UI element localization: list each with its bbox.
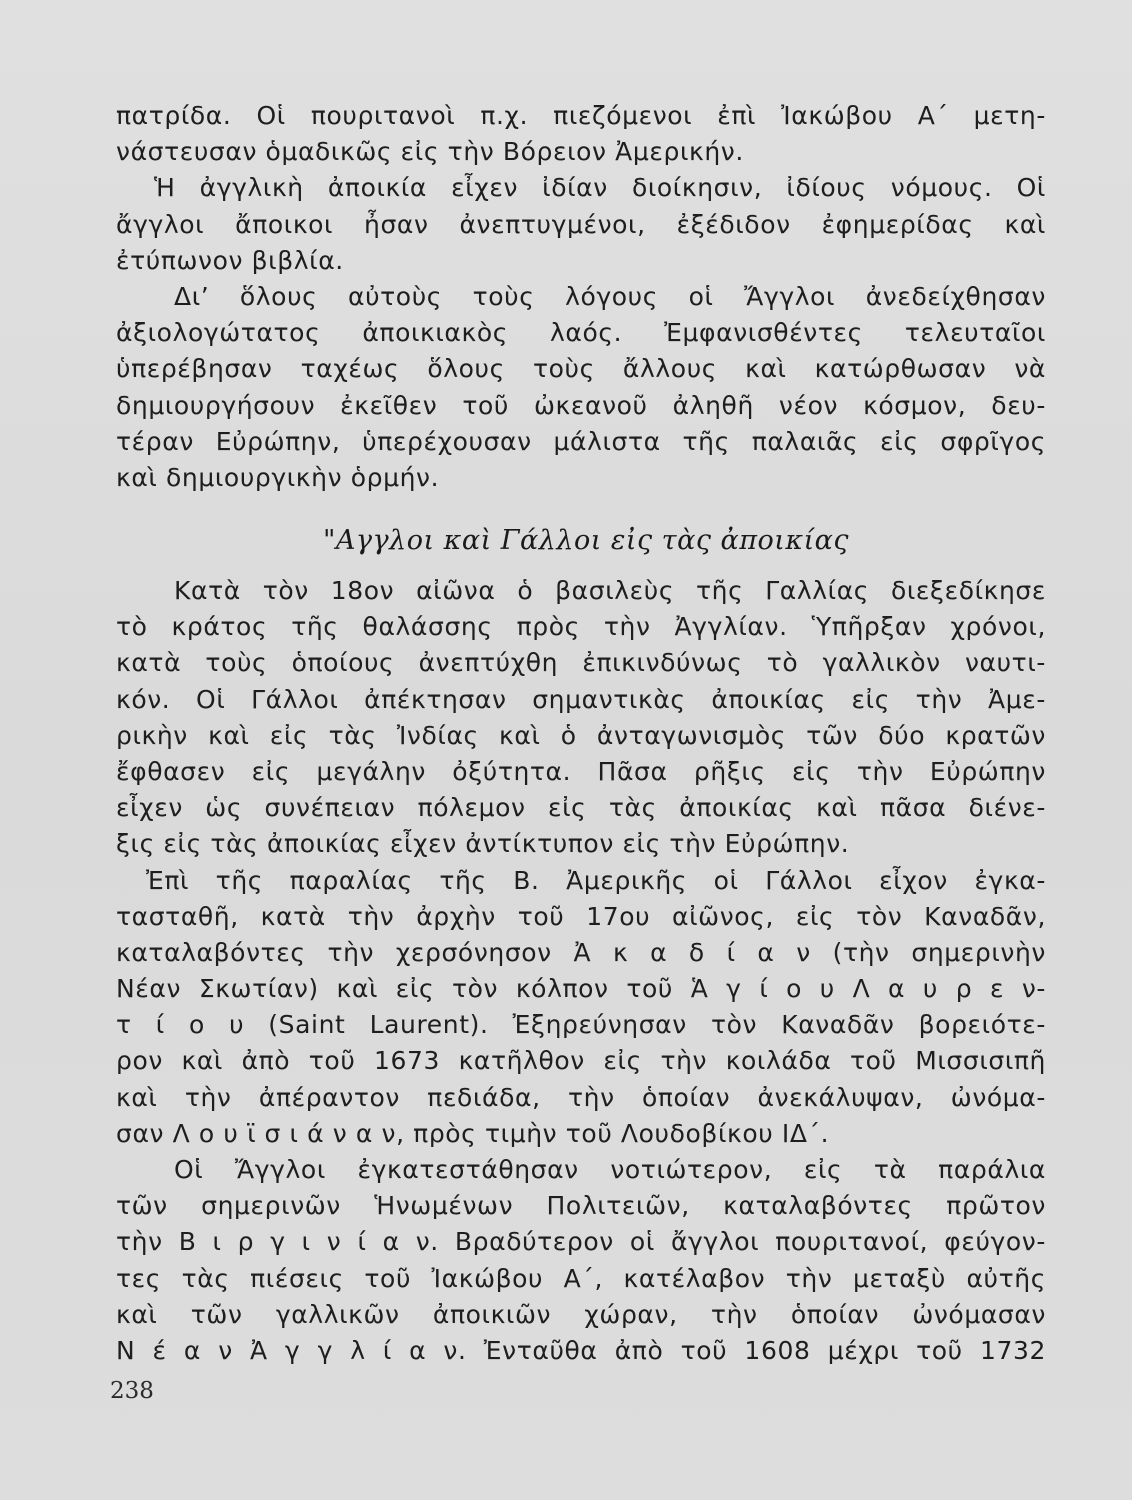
text-line: καταλαβόντες τὴν χερσόνησον Ἀ κ α δ ί α ν (τὴν σημερινὴν bbox=[116, 937, 1046, 967]
text-line: δημιουργήσουν ἐκεῖθεν τοῦ ὠκεανοῦ ἀληθῆ νέον κόσμον, δευ- bbox=[116, 390, 1046, 420]
text-line: τὴν Β ι ρ γ ι ν ί α ν. Βραδύτερον οἱ ἄγγλοι πουριτανοί, φεύγον- bbox=[116, 1227, 1046, 1257]
text-line: καὶ τῶν γαλλικῶν ἀποικιῶν χώραν, τὴν ὁποίαν ὠνόμασαν bbox=[116, 1299, 1046, 1329]
text-line: Ἡ ἀγγλικὴ ἀποικία εἶχεν ἰδίαν διοίκησιν, ἰδίους νόμους. Οἱ bbox=[154, 173, 1046, 203]
text-line: πατρίδα. Οἱ πουριτανοὶ π.χ. πιεζόμενοι ἐπὶ Ἰακώβου Α΄ μετη- bbox=[116, 101, 1046, 130]
text-line: ρον καὶ ἀπὸ τοῦ 1673 κατῆλθον εἰς τὴν κοιλάδα τοῦ Μισσισιπῆ bbox=[116, 1046, 1046, 1076]
text-line: ξις εἰς τὰς ἀποικίας εἶχεν ἀντίκτυπον εἰς τὴν Εὐρώπην. bbox=[116, 829, 850, 859]
page-number: 238 bbox=[110, 1378, 154, 1404]
text-line: νάστευσαν ὁμαδικῶς εἰς τὴν Βόρειον Ἀμερικήν. bbox=[116, 137, 744, 167]
text-line: Δι’ ὅλους αὐτοὺς τοὺς λόγους οἱ Ἄγγλοι ἀνεδείχθησαν bbox=[174, 281, 1046, 311]
text-line: τ ί ο υ (Saint Laurent). Ἐξηρεύνησαν τὸν Καναδᾶν βορειότε- bbox=[116, 1010, 1046, 1040]
text-line: καὶ τὴν ἀπέραντον πεδιάδα, τὴν ὁποίαν ἀνεκάλυψαν, ὠνόμα- bbox=[116, 1082, 1046, 1112]
text-line: ἔφθασεν εἰς μεγάλην ὀξύτητα. Πᾶσα ρῆξις εἰς τὴν Εὐρώπην bbox=[116, 756, 1046, 786]
text-line: σαν Λ ο υ ϊ σ ι ά ν α ν, πρὸς τιμὴν τοῦ Λουδοβίκου ΙΔ΄. bbox=[116, 1118, 830, 1148]
text-line: τέραν Εὐρώπην, ὑπερέχουσαν μάλιστα τῆς παλαιᾶς εἰς σφρῖγος bbox=[116, 426, 1046, 456]
text-line: ἀξιολογώτατος ἀποικιακὸς λαός. Ἐμφανισθέντες τελευταῖοι bbox=[116, 318, 1046, 348]
text-line: Οἱ Ἄγγλοι ἐγκατεστάθησαν νοτιώτερον, εἰς τὰ παράλια bbox=[174, 1155, 1046, 1184]
text-line: κόν. Οἱ Γάλλοι ἀπέκτησαν σημαντικὰς ἀποικίας εἰς τὴν Ἀμε- bbox=[116, 684, 1046, 714]
text-line: ὑπερέβησαν ταχέως ὅλους τοὺς ἄλλους καὶ κατώρθωσαν νὰ bbox=[116, 354, 1046, 384]
text-line: ἐτύπωνον βιβλία. bbox=[116, 245, 344, 275]
text-line: ρικὴν καὶ εἰς τὰς Ἰνδίας καὶ ὁ ἀνταγωνισμὸς τῶν δύο κρατῶν bbox=[116, 720, 1046, 750]
text-line: εἶχεν ὡς συνέπειαν πόλεμον εἰς τὰς ἀποικίας καὶ πᾶσα διένε- bbox=[116, 793, 1046, 823]
text-line: καὶ δημιουργικὴν ὁρμήν. bbox=[116, 462, 440, 492]
text-line: ἄγγλοι ἄποικοι ἦσαν ἀνεπτυγμένοι, ἐξέδιδον ἐφημερίδας καὶ bbox=[116, 209, 1046, 239]
text-line: Ἐπὶ τῆς παραλίας τῆς Β. Ἀμερικῆς οἱ Γάλλοι εἶχον ἐγκα- bbox=[146, 865, 1046, 895]
text-line: κατὰ τοὺς ὁποίους ἀνεπτύχθη ἐπικινδύνως τὸ γαλλικὸν ναυτι- bbox=[116, 648, 1046, 678]
text-line: τὸ κράτος τῆς θαλάσσης πρὸς τὴν Ἀγγλίαν. Ὑπῆρξαν χρόνοι, bbox=[116, 612, 1046, 642]
text-line: Νέαν Σκωτίαν) καὶ εἰς τὸν κόλπον τοῦ Ἁ γ ί ο υ Λ α υ ρ ε ν- bbox=[116, 974, 1046, 1004]
paragraph-block-bottom bbox=[116, 573, 1046, 1369]
section-heading: "Αγγλοι καὶ Γάλλοι εἰς τὰς ἀποικίας bbox=[322, 525, 850, 556]
text-line: τασταθῆ, κατὰ τὴν ἀρχὴν τοῦ 17ου αἰῶνος, εἰς τὸν Καναδᾶν, bbox=[116, 901, 1046, 931]
text-line: τες τὰς πιέσεις τοῦ Ἰακώβου Α΄, κατέλαβον τὴν μεταξὺ αὐτῆς bbox=[116, 1263, 1046, 1293]
paragraph-block-top bbox=[116, 98, 1046, 496]
text-line: Ν έ α ν Ἀ γ γ λ ί α ν. Ἐνταῦθα ἀπὸ τοῦ 1608 μέχρι τοῦ 1732 bbox=[116, 1335, 1046, 1365]
text-line: Κατὰ τὸν 18ον αἰῶνα ὁ βασιλεὺς τῆς Γαλλίας διεξεδίκησε bbox=[174, 576, 1046, 605]
text-line: τῶν σημερινῶν Ἡνωμένων Πολιτειῶν, καταλαβόντες πρῶτον bbox=[116, 1191, 1046, 1221]
